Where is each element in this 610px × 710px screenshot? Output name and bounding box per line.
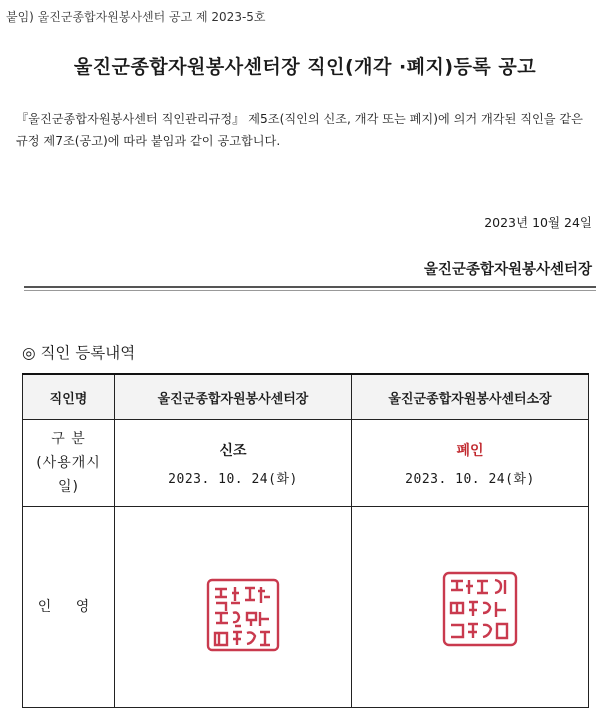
seal-stamp-2-image bbox=[441, 570, 519, 648]
seal-cell-2 bbox=[352, 507, 589, 708]
type-label-abolished: 폐인 bbox=[456, 442, 484, 459]
type-label-new: 신조 bbox=[219, 442, 247, 459]
page-title: 울진군종합자원봉사센터장 직인(개각 ·폐지)등록 공고 bbox=[73, 56, 537, 78]
seal-cell-1 bbox=[115, 507, 352, 708]
seal-stamp-1-image bbox=[205, 577, 281, 653]
type-cell-1 bbox=[115, 420, 352, 507]
attachment-label: 붙임) 울진군종합자원봉사센터 공고 제 2023-5호 bbox=[6, 10, 266, 24]
seal-stamp-1 bbox=[205, 577, 281, 657]
row-label-type-line3: 일) bbox=[58, 479, 79, 495]
row-label-seal: 인 영 bbox=[23, 507, 115, 708]
table-row-type bbox=[23, 420, 589, 507]
row-label-type bbox=[23, 420, 115, 507]
section-divider bbox=[24, 286, 596, 291]
seal-registry-table bbox=[22, 373, 589, 708]
section-heading: ◎ 직인 등록내역 bbox=[22, 344, 136, 362]
type-date-1: 2023. 10. 24(화) bbox=[168, 471, 298, 487]
header-cell-seal-name: 직인명 bbox=[23, 374, 115, 420]
notice-date: 2023년 10월 24일 bbox=[484, 215, 592, 230]
table-row-seal bbox=[23, 507, 589, 708]
issuer-name: 울진군종합자원봉사센터장 bbox=[423, 262, 592, 278]
row-label-type-line2: (사용개시 bbox=[36, 455, 101, 471]
table-header-row bbox=[23, 374, 589, 420]
row-label-type-line1: 구 분 bbox=[51, 431, 86, 447]
type-date-2: 2023. 10. 24(화) bbox=[405, 471, 535, 487]
type-cell-2 bbox=[352, 420, 589, 507]
header-cell-center-head: 울진군종합자원봉사센터소장 bbox=[352, 374, 589, 420]
seal-stamp-2 bbox=[441, 570, 519, 652]
header-cell-center-director: 울진군종합자원봉사센터장 bbox=[115, 374, 352, 420]
notice-paragraph: 『울진군종합자원봉사센터 직인관리규정』 제5조(직인의 신조, 개각 또는 폐지)에 의거 개각된 직인을 같은 규정 제7조(공고)에 따라 붙임과 같이 공고합니다. bbox=[16, 112, 583, 148]
